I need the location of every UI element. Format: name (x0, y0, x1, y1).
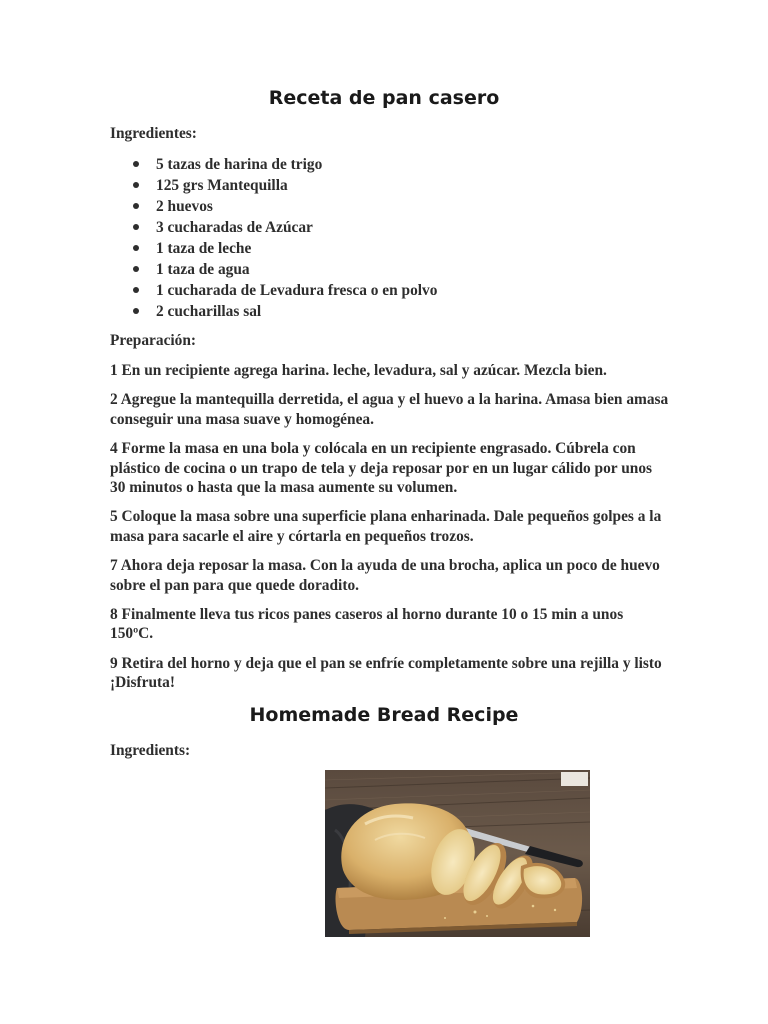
recipe-title-english: Homemade Bread Recipe (249, 704, 519, 726)
bullet-icon (133, 308, 139, 314)
ingredient-text: 2 cucharillas sal (156, 303, 262, 320)
ingredient-item (110, 198, 437, 219)
bread-illustration (325, 770, 590, 937)
preparation-step: 5 Coloque la masa sobre una superficie plana enharinada. Dale pequeños golpes a la masa para sacarle el aire y córtarla en pequeños trozos. (110, 508, 662, 545)
bullet-icon (133, 224, 139, 230)
preparation-step: 9 Retira del horno y deja que el pan se enfríe completamente sobre una rejilla y listo ¡Disfruta! (110, 654, 662, 692)
bullet-icon (133, 287, 139, 293)
ingredients-heading-english: Ingredients: (110, 742, 191, 759)
recipe-title-spanish: Receta de pan casero (268, 87, 500, 109)
preparation-step: 1 En un recipiente agrega harina. leche, levadura, sal y azúcar. Mezcla bien. (110, 362, 607, 379)
preparation-steps (110, 361, 670, 703)
ingredient-item (110, 282, 437, 303)
ingredient-item (110, 177, 437, 198)
ingredient-item (110, 303, 437, 324)
ingredient-item (110, 219, 437, 240)
ingredient-text: 1 cucharada de Levadura fresca o en polvo (156, 282, 438, 299)
bullet-icon (133, 266, 139, 272)
preparation-step: 8 Finalmente lleva tus ricos panes caseros al horno durante 10 o 15 min a unos 150ºC. (110, 606, 624, 643)
bullet-icon (133, 203, 139, 209)
ingredient-item (110, 156, 437, 177)
ingredient-text: 1 taza de leche (156, 240, 252, 257)
bread-photo (325, 770, 590, 937)
preparation-heading-spanish: Preparación: (110, 332, 197, 349)
preparation-step: 4 Forme la masa en una bola y colócala en un recipiente engrasado. Cúbrela con plástico de cocina o un trapo de tela y deja reposar por en un lugar cálido por unos 30 minutos o hasta que la masa aumente su volumen. (110, 440, 653, 497)
bullet-icon (133, 245, 139, 251)
ingredients-list-spanish (110, 156, 437, 324)
preparation-step: 2 Agregue la mantequilla derretida, el agua y el huevo a la harina. Amasa bien amasa conseguir una masa suave y homogénea. (110, 391, 669, 428)
ingredient-text: 1 taza de agua (156, 261, 250, 278)
ingredient-text: 125 grs Mantequilla (156, 177, 288, 194)
bullet-icon (133, 182, 139, 188)
ingredient-text: 2 huevos (156, 198, 213, 215)
bullet-icon (133, 161, 139, 167)
ingredient-text: 5 tazas de harina de trigo (156, 156, 323, 173)
ingredients-heading-spanish: Ingredientes: (110, 125, 197, 142)
ingredient-item (110, 261, 437, 282)
ingredient-item (110, 240, 437, 261)
preparation-step: 7 Ahora deja reposar la masa. Con la ayuda de una brocha, aplica un poco de huevo sobre el pan para que quede doradito. (110, 557, 660, 594)
ingredient-text: 3 cucharadas de Azúcar (156, 219, 313, 236)
